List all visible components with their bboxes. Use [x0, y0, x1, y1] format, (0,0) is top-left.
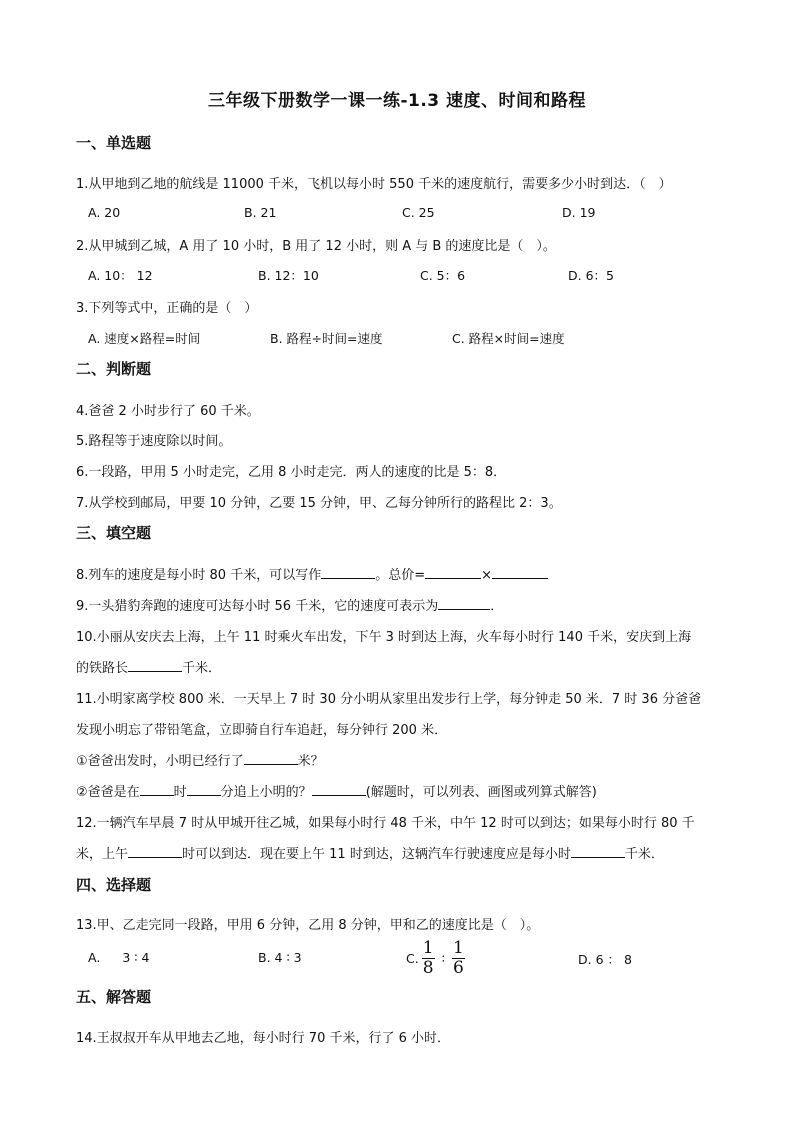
- q10-text-2: 千米．: [182, 661, 222, 676]
- q8-text-3: ×: [481, 568, 493, 583]
- question-1: 1.从甲地到乙地的航线是 11000 千米，飞机以每小时 550 千米的速度航行，需要多少小时到达．（ ）: [76, 177, 672, 192]
- q8-text-1: 8.列车的速度是每小时 80 千米，可以写作: [76, 568, 322, 583]
- q13-option-a-value: 3 ∶ 4: [122, 950, 150, 965]
- q1-option-a[interactable]: A. 20: [88, 205, 121, 220]
- question-7: 7.从学校到邮局，甲要 10 分钟，乙要 15 分钟，甲、乙每分钟所行的路程比 2：3。: [76, 496, 562, 511]
- question-11-sub-1: [76, 750, 324, 769]
- q12-text-2: 时可以到达．现在要上午 11 时到达，这辆汽车行驶速度应是每小时: [182, 847, 571, 862]
- section-heading-choice: 四、选择题: [76, 876, 152, 894]
- q12-text-3: 千米．: [624, 847, 664, 862]
- section-heading-true-false: 二、判断题: [76, 360, 152, 378]
- question-5: 5.路程等于速度除以时间。: [76, 434, 232, 449]
- q3-option-a[interactable]: A. 速度×路程=时间: [88, 331, 201, 346]
- question-11-line-1: 11.小明家离学校 800 米．一天早上 7 时 30 分小明从家里出发步行上学，每分钟走 50 米．7 时 36 分爸爸: [76, 692, 702, 707]
- q3-option-c[interactable]: C. 路程×时间=速度: [452, 331, 565, 346]
- q10-blank[interactable]: [128, 659, 182, 672]
- q8-blank-3[interactable]: [492, 566, 548, 579]
- q13-option-a[interactable]: [88, 950, 149, 965]
- q11-sub2-blank-method[interactable]: [312, 783, 366, 796]
- question-10-line-2: [76, 657, 221, 676]
- q13-option-d[interactable]: D. 6 ： 8: [578, 952, 632, 967]
- question-12-line-2: [76, 843, 664, 862]
- q13-option-b[interactable]: B. 4 ∶ 3: [258, 950, 302, 965]
- question-4: 4.爸爸 2 小时步行了 60 千米。: [76, 404, 260, 419]
- fraction-1-numerator: 1: [422, 938, 434, 958]
- question-8: [76, 564, 548, 583]
- q10-text-1: 的铁路长: [76, 661, 129, 676]
- q2-option-c[interactable]: C. 5：6: [420, 268, 466, 283]
- question-3: 3.下列等式中，正确的是（ ）: [76, 301, 258, 316]
- fraction-1-denominator: 8: [422, 958, 434, 978]
- q8-blank-2[interactable]: [425, 566, 481, 579]
- fraction-2-denominator: 6: [453, 958, 464, 978]
- q9-blank[interactable]: [438, 597, 490, 610]
- section-heading-single-choice: 一、单选题: [76, 134, 152, 152]
- q11-sub2-text-2: 时: [173, 785, 187, 800]
- question-2: 2.从甲城到乙城，A 用了 10 小时，B 用了 12 小时，则 A 与 B 的速度比是（ ）。: [76, 239, 556, 254]
- question-14: 14.王叔叔开车从甲地去乙地，每小时行 70 千米，行了 6 小时．: [76, 1031, 451, 1046]
- ratio-separator: ∶: [441, 951, 445, 966]
- question-12-line-1: 12.一辆汽车早晨 7 时从甲城开往乙城，如果每小时行 48 千米，中午 12 时可以到达；如果每小时行 80 千: [76, 816, 695, 831]
- section-heading-fill-in: 三、填空题: [76, 524, 152, 542]
- q8-blank-1[interactable]: [321, 566, 375, 579]
- q11-sub1-text-2: 米？: [297, 754, 324, 769]
- q11-sub2-text-3: 分追上小明的？: [220, 785, 312, 800]
- q8-text-2: 。总价=: [375, 568, 426, 583]
- question-10-line-1: 10.小丽从安庆去上海，上午 11 时乘火车出发，下午 3 时到达上海，火车每小时行 140 千米，安庆到上海: [76, 630, 692, 645]
- q2-option-a[interactable]: A. 10： 12: [88, 268, 153, 283]
- question-13: 13.甲、乙走完同一段路，甲用 6 分钟，乙用 8 分钟，甲和乙的速度比是（ ）。: [76, 918, 540, 933]
- q11-sub2-blank-hour[interactable]: [140, 783, 174, 796]
- q1-option-b[interactable]: B. 21: [244, 205, 277, 220]
- q11-sub1-text-1: ①爸爸出发时，小明已经行了: [76, 754, 244, 769]
- q11-sub1-blank[interactable]: [244, 752, 298, 765]
- section-heading-answer: 五、解答题: [76, 988, 152, 1006]
- q1-option-c[interactable]: C. 25: [402, 205, 435, 220]
- q2-option-b[interactable]: B. 12：10: [258, 268, 319, 283]
- q13-fraction-2: [452, 940, 465, 977]
- page-title: 三年级下册数学一课一练-1.3 速度、时间和路程: [207, 91, 587, 111]
- q9-text-1: 9.一头猎豹奔跑的速度可达每小时 56 千米，它的速度可表示为: [76, 599, 439, 614]
- q11-sub2-blank-minute[interactable]: [187, 783, 221, 796]
- fraction-2-numerator: 1: [453, 938, 464, 958]
- question-11-sub-2: [76, 781, 597, 800]
- q9-text-2: ．: [490, 599, 504, 614]
- q2-option-d[interactable]: D. 6：5: [568, 268, 614, 283]
- q12-blank-1[interactable]: [128, 845, 182, 858]
- q13-option-c[interactable]: [406, 940, 468, 977]
- question-11-line-2: 发现小明忘了带铅笔盒，立即骑自行车追赶，每分钟行 200 米．: [76, 723, 448, 738]
- question-6: 6.一段路，甲用 5 小时走完，乙用 8 小时走完．两人的速度的比是 5：8．: [76, 465, 507, 480]
- q13-fraction-1: [422, 940, 435, 977]
- q11-sub2-text-1: ②爸爸是在: [76, 785, 140, 800]
- q1-option-d[interactable]: D. 19: [562, 205, 596, 220]
- question-9: [76, 595, 503, 614]
- q11-sub2-text-4: (解题时，可以列表、画图或列算式解答): [365, 785, 597, 800]
- q12-blank-2[interactable]: [571, 845, 625, 858]
- q12-text-1: 米，上午: [76, 847, 129, 862]
- q3-option-b[interactable]: B. 路程÷时间=速度: [270, 331, 383, 346]
- q13-option-c-label: C.: [406, 951, 419, 966]
- q13-option-a-label: A.: [88, 950, 101, 965]
